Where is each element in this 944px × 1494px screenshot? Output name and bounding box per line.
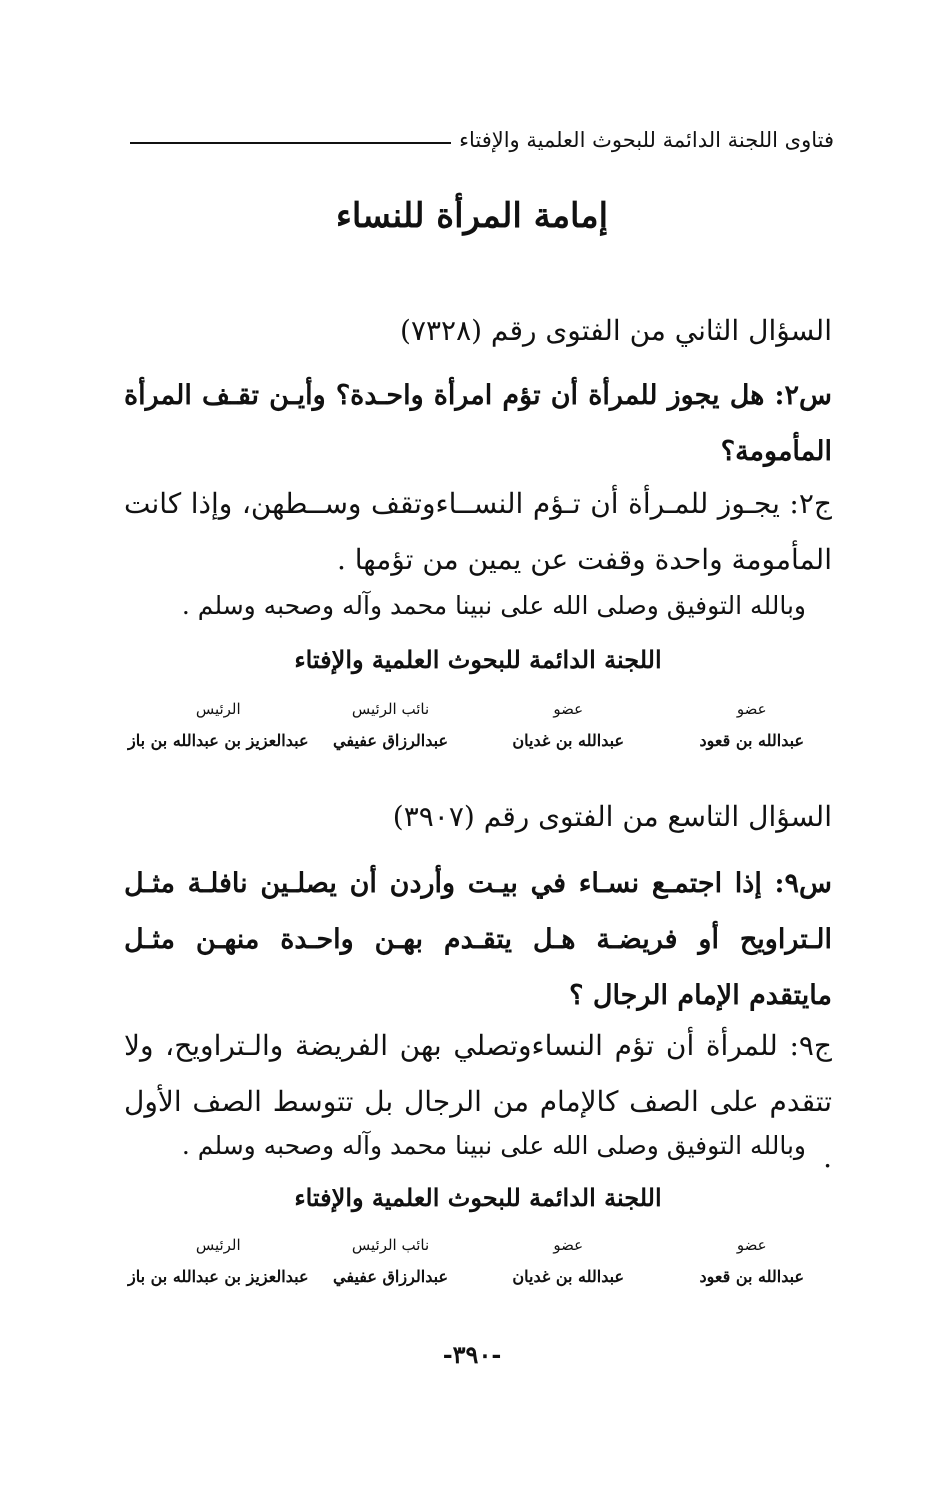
signatories-1 — [128, 700, 804, 760]
page-title: إمامة المرأة للنساء — [335, 196, 609, 236]
signatory-member-2: عضو عبدالله بن غديان — [512, 1236, 624, 1286]
committee-name-2: اللجنة الدائمة للبحوث العلمية والإفتاء — [294, 1183, 662, 1212]
closing-formula-2: وبالله التوفيق وصلى الله على نبينا محمد وآله وصحبه وسلم . — [181, 1131, 806, 1160]
answer-text-2: ج٩: للمرأة أن تؤم النساءوتصلي بهن الفريضة والـتراويح، ولا تتقدم على الصف كالإمام من الرجال بل تتوسط الصف الأول . — [124, 1029, 832, 1174]
running-header — [130, 128, 834, 152]
signatories-2 — [128, 1236, 804, 1296]
header-rule — [130, 142, 451, 144]
signatory-member-1: عضو عبدالله بن قعود — [699, 1236, 804, 1286]
committee-name-1: اللجنة الدائمة للبحوث العلمية والإفتاء — [294, 645, 662, 674]
question-text-1: س٢: هل يجوز للمرأة أن تؤم امرأة واحـدة؟ وأيـن تقـف المرأة المأمومة؟ — [124, 380, 832, 467]
signatory-president: الرئيس عبدالعزيز بن عبدالله بن باز — [128, 1236, 309, 1286]
question-text-2: س٩: إذا اجتمـع نسـاء في بيـت وأردن أن يصلـين نافلـة مثـل الـتراويح أو فريضـة هـل يتقـدم بهـن واحـدة منهـن مثـل مايتقدم الإمام الرجال ؟ — [124, 868, 832, 1011]
signatory-vice-president: نائب الرئيس عبدالرزاق عفيفي — [333, 1236, 448, 1286]
running-title: فتاوى اللجنة الدائمة للبحوث العلمية والإفتاء — [459, 128, 834, 152]
page-number: -٣٩٠- — [442, 1340, 502, 1369]
signatory-member-2: عضو عبدالله بن غديان — [512, 700, 624, 750]
question-reference-2: السؤال التاسع من الفتوى رقم (٣٩٠٧) — [392, 800, 832, 833]
answer-text-1: ج٢: يجـوز للمـرأة أن تـؤم النســاءوتقف وســطهن، وإذا كانت المأمومة واحدة وقفت عن يمين من تؤمها . — [124, 487, 832, 576]
closing-formula-1: وبالله التوفيق وصلى الله على نبينا محمد وآله وصحبه وسلم . — [181, 591, 806, 620]
signatory-member-1: عضو عبدالله بن قعود — [699, 700, 804, 750]
signatory-president: الرئيس عبدالعزيز بن عبدالله بن باز — [128, 700, 309, 750]
signatory-vice-president: نائب الرئيس عبدالرزاق عفيفي — [333, 700, 448, 750]
question-reference-1: السؤال الثاني من الفتوى رقم (٧٣٢٨) — [400, 314, 832, 347]
